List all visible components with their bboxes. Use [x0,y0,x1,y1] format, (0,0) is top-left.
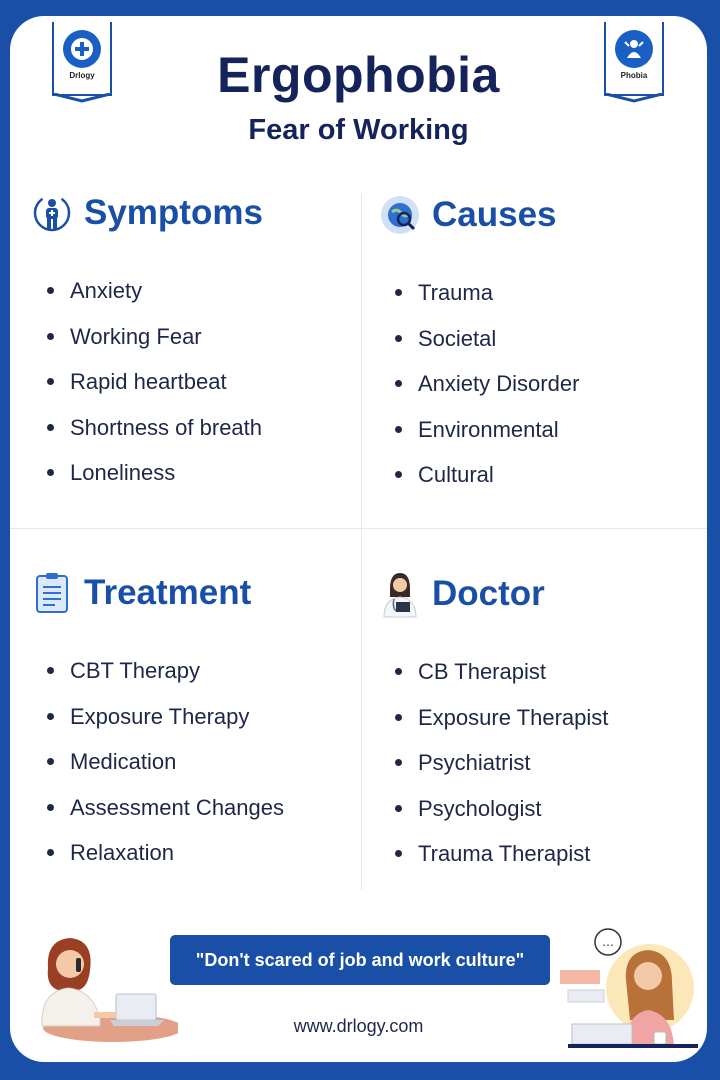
causes-section [378,190,707,508]
treatment-section [30,568,360,886]
symptoms-title: Symptoms [84,193,263,232]
svg-text:…: … [602,935,614,949]
woman-phone-illustration [18,928,178,1048]
list-item: CB Therapist [378,659,707,705]
list-item: Psychiatrist [378,750,707,796]
list-item: Trauma Therapist [378,841,707,887]
list-item: Anxiety [30,278,360,324]
doctor-title: Doctor [432,574,545,613]
list-item: Assessment Changes [30,795,360,841]
list-item: CBT Therapy [30,658,360,704]
vertical-divider [361,194,362,890]
list-item: Relaxation [30,840,360,886]
causes-title: Causes [432,195,557,234]
list-item: Societal [378,326,707,372]
list-item: Exposure Therapist [378,705,707,751]
drlogy-badge-label: Drlogy [69,71,95,80]
list-item: Exposure Therapy [30,704,360,750]
woman-thinking-illustration [550,920,700,1050]
treatment-list [30,658,360,886]
website-link[interactable]: www.drlogy.com [293,1016,424,1036]
treatment-title: Treatment [84,573,252,612]
list-item: Working Fear [30,324,360,370]
list-item: Loneliness [30,460,360,506]
list-item: Psychologist [378,796,707,842]
person-symptoms-icon [30,191,74,235]
doctor-list [378,659,707,887]
list-item: Anxiety Disorder [378,371,707,417]
horizontal-divider [10,528,707,529]
clipboard-icon [30,571,74,615]
list-item: Shortness of breath [30,415,360,461]
symptoms-section [30,188,360,506]
list-item: Environmental [378,417,707,463]
doctor-section [378,569,707,887]
symptoms-list [30,278,360,506]
globe-search-icon [378,193,422,237]
quote-banner: "Don't scared of job and work culture" [170,935,550,985]
list-item: Rapid heartbeat [30,369,360,415]
infographic-card [10,16,707,1062]
doctor-icon [378,572,422,616]
page-subtitle: Fear of Working [248,114,469,146]
list-item: Cultural [378,462,707,508]
list-item: Medication [30,749,360,795]
phobia-badge-label: Phobia [620,71,648,80]
causes-list [378,280,707,508]
page-title: Ergophobia [217,47,500,103]
list-item: Trauma [378,280,707,326]
